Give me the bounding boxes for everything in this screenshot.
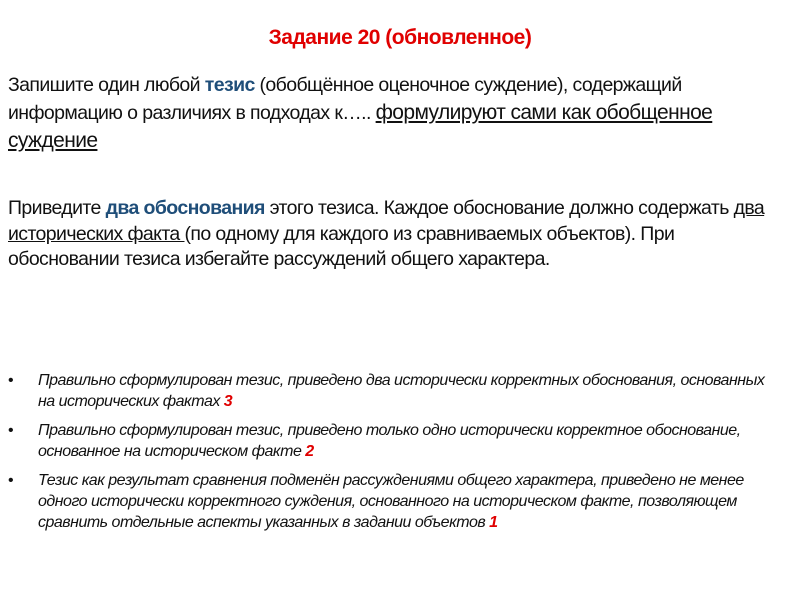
underlined-note: формулируют сами как обобщенное суждение (8, 101, 713, 152)
criteria-item (0, 420, 770, 462)
text: (обобщённое оценочное суждение), содержащий информацию о различиях в подходах к….. (8, 74, 682, 124)
criteria-score: 2 (305, 443, 314, 460)
task-paragraph (8, 72, 778, 155)
criteria-text: Правильно сформулирован тезис, приведено только одно исторически корректное обоснование, основанное на историческом факте (38, 422, 741, 460)
text: Запишите один любой (8, 74, 205, 96)
criteria-item (0, 370, 770, 412)
criteria-score: 1 (489, 514, 498, 531)
highlight-thesis: тезис (204, 74, 255, 96)
criteria-score: 3 (223, 393, 233, 410)
underlined-facts: два исторических факта (8, 197, 765, 245)
highlight-justifications: два обоснования (105, 197, 265, 219)
bullet-icon: • (8, 372, 14, 389)
bullet-icon: • (8, 422, 14, 439)
criteria-item (0, 470, 770, 533)
text: (по одному для каждого из сравниваемых объектов). При обосновании тезиса избегайте рассуждений общего характера. (8, 222, 675, 270)
text: Приведите (8, 197, 106, 219)
justification-paragraph (8, 196, 788, 273)
slide-title: Задание 20 (обновленное) (268, 26, 532, 49)
criteria-list (0, 370, 770, 541)
text: этого тезиса. Каждое обоснование должно содержать (264, 197, 734, 219)
criteria-text: Тезис как результат сравнения подменён рассуждениями общего характера, приведено не менее одного исторически корректного суждения, основанного на историческом факте, позволяющем сравнить отдельные аспекты указанных в задании объектов (38, 472, 744, 531)
bullet-icon: • (8, 472, 14, 489)
criteria-text: Правильно сформулирован тезис, приведено два исторически корректных обоснования, основанных на исторических фактах (38, 372, 765, 410)
